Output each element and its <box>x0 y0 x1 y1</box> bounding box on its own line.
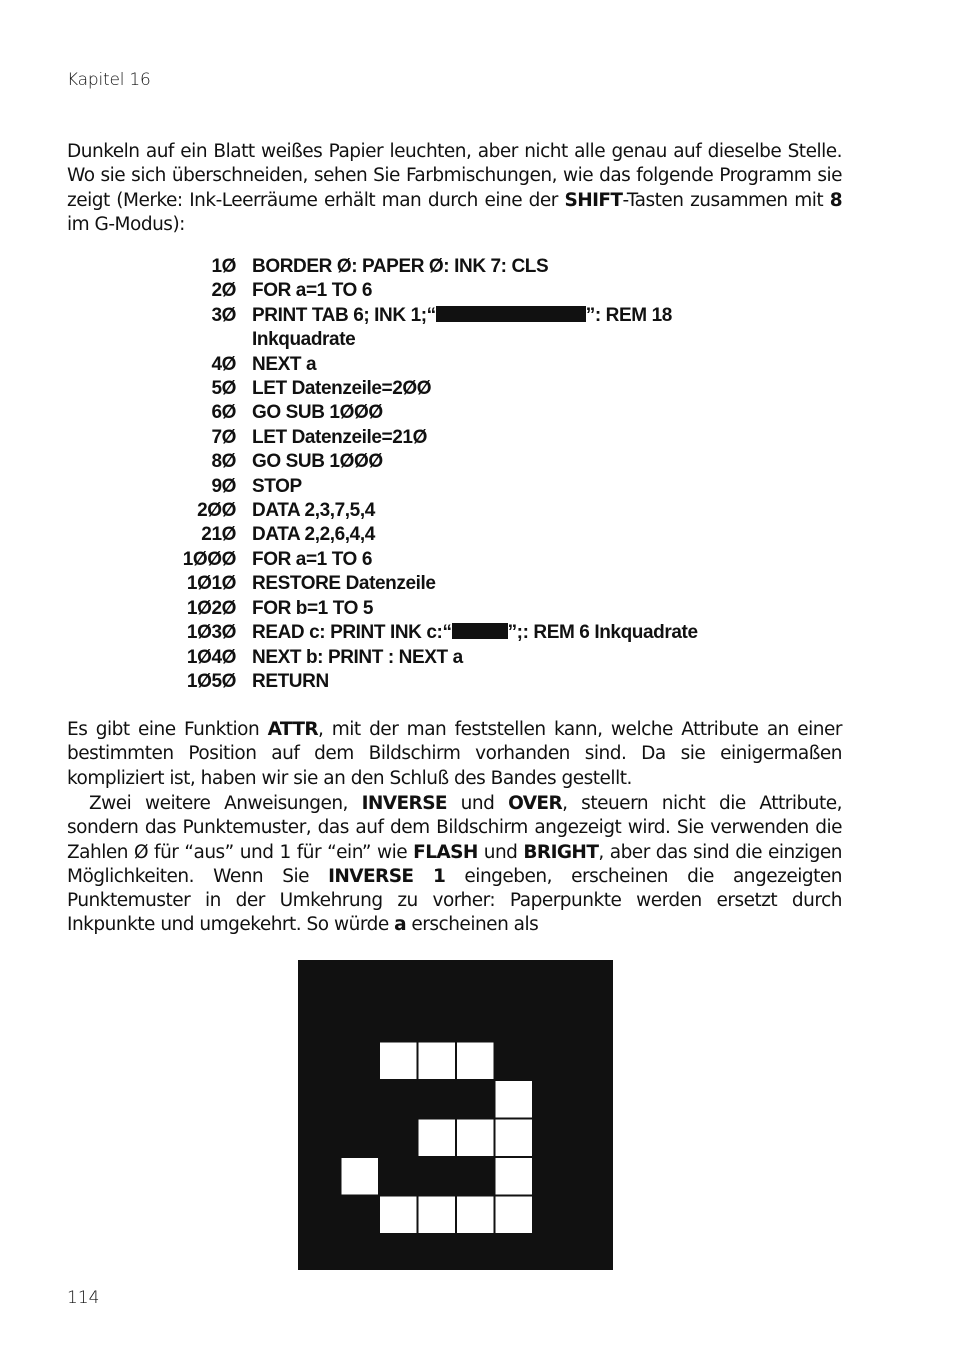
attr-paragraph: Es gibt eine Funktion ATTR, mit der man feststellen kann, welche Attribute an einer bestimmten Position auf dem Bildschirm vorhanden sind. Da sie einigermaßen kompliziert ist, haben wir sie an den Schluß des Bandes gestellt. <box>67 719 842 789</box>
inverse-paragraph: Zwei weitere Anweisungen, INVERSE und OVER, steuern nicht die Attribute, sondern das Punktemuster, das auf dem Bildschirm angezeigt wird. Sie verwenden die Zahlen Ø für “aus” und 1 für “ein” wie FLASH und BRIGHT, aber das sind die einzigen Möglichkeiten. Wenn Sie INVERSE 1 eingeben, erscheinen die angezeigten Punktemuster in der Umkehrung zu vorher: Paperpunkte werden ersetzt durch Inkpunkte und umgekehrt. So würde a erscheinen als <box>67 793 842 936</box>
code-line: 1Ø BORDER Ø: PAPER Ø: INK 7: CLS <box>211 256 549 277</box>
code-line: 1Ø1Ø RESTORE Datenzeile <box>186 573 436 595</box>
pixel-cell <box>496 1197 533 1234</box>
page-number: 114 <box>67 1288 100 1308</box>
code-line: 9Ø STOP <box>211 475 302 497</box>
code-line: 5Ø LET Datenzeile=2ØØ <box>211 378 432 400</box>
ink-squares-block <box>452 623 508 639</box>
pixel-cell <box>496 1158 533 1195</box>
pixel-cell <box>496 1120 533 1157</box>
pixel-cell <box>419 1197 456 1234</box>
pixel-cell <box>380 1043 417 1080</box>
pixel-cell <box>457 1120 494 1157</box>
code-line: 4Ø NEXT a <box>211 353 317 375</box>
code-line: 2ØØ DATA 2,3,7,5,4 <box>197 500 375 522</box>
pixel-cell <box>342 1158 379 1195</box>
pixel-cell <box>380 1197 417 1234</box>
code-line: 7Ø LET Datenzeile=21Ø <box>211 426 427 448</box>
code-line: 1ØØØ FOR a=1 TO 6 <box>182 548 372 570</box>
pixel-grid <box>298 960 613 1270</box>
pixel-cell <box>457 1197 494 1234</box>
code-line: 8Ø GO SUB 1ØØØ <box>211 451 383 473</box>
inverse-a-figure <box>298 960 613 1270</box>
pixel-cell <box>419 1043 456 1080</box>
intro-paragraph: Dunkeln auf ein Blatt weißes Papier leuchten, aber nicht alle genau auf dieselbe Stelle. Wo sie sich überschneiden, sehen Sie Farbmischungen, wie das folgende Programm sie zeigt (Merke: Ink-Leerräume erhält man durch eine der SHIFT-Tasten zusammen mit 8 im G-Modus): <box>67 141 842 235</box>
code-line: 21Ø DATA 2,2,6,4,4 <box>201 524 375 546</box>
code-line: 1Ø2Ø FOR b=1 TO 5 <box>186 597 374 619</box>
code-line: 2Ø FOR a=1 TO 6 <box>211 280 372 302</box>
code-line-continuation: Inkquadrate <box>252 329 356 351</box>
pixel-cell <box>496 1081 533 1118</box>
code-line: 3Ø PRINT TAB 6; INK 1;“ ”: REM 18 <box>211 304 672 326</box>
chapter-header: Kapitel 16 <box>67 70 151 90</box>
code-line: 1Ø4Ø NEXT b: PRINT : NEXT a <box>186 646 463 668</box>
ink-squares-block <box>436 306 586 322</box>
pixel-cell <box>419 1120 456 1157</box>
code-line: 1Ø5Ø RETURN <box>186 670 329 692</box>
code-line: 6Ø GO SUB 1ØØØ <box>211 402 383 424</box>
program-listing <box>180 255 800 694</box>
pixel-cell <box>457 1043 494 1080</box>
code-line: 1Ø3Ø READ c: PRINT INK c:“ ”;: REM 6 Inkquadrate <box>186 622 698 644</box>
